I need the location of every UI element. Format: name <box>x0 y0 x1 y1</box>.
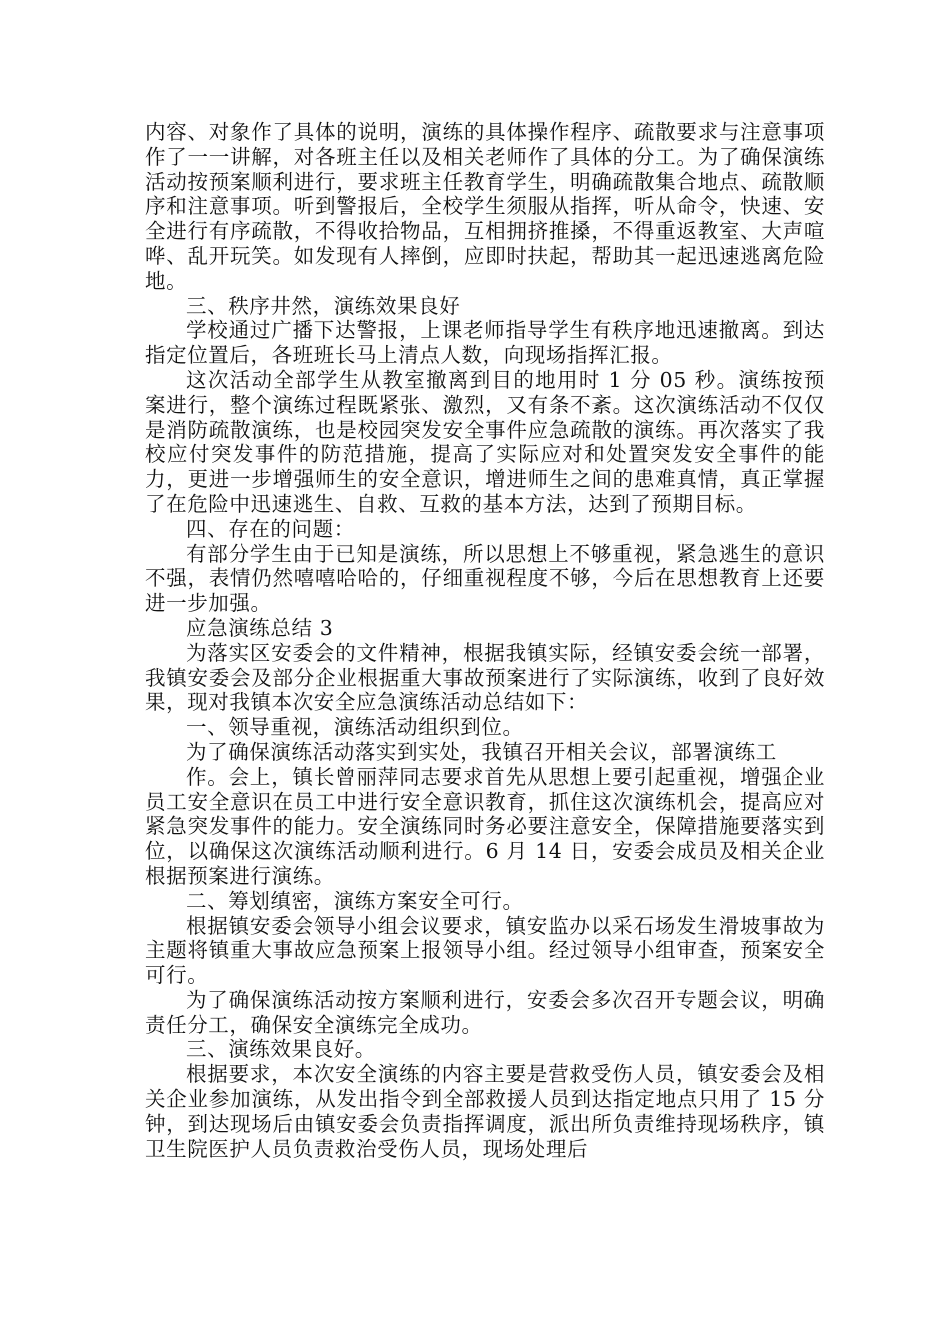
section-heading: 一、领导重视，演练活动组织到位。 <box>186 715 524 740</box>
paragraph: 为了确保演练活动按方案顺利进行，安委会多次召开专题会议，明确责任分工，确保安全演练完全成功。 <box>145 987 825 1037</box>
paragraph: 学校通过广播下达警报，上课老师指导学生有秩序地迅速撤离。到达指定位置后，各班班长马上清点人数，向现场指挥汇报。 <box>145 318 825 368</box>
document-page <box>145 120 825 1161</box>
paragraph: 为落实区安委会的文件精神，根据我镇实际，经镇安委会统一部署，我镇安委会及部分企业根据重大事故预案进行了实际演练，收到了良好效果，现对我镇本次安全应急演练活动总结如下： <box>145 640 825 715</box>
paragraph: 为了确保演练活动落实到实处，我镇召开相关会议，部署演练工 <box>186 739 777 764</box>
paragraph: 这次活动全部学生从教室撤离到目的地用时 1 分 05 秒。演练按预案进行，整个演练过程既紧张、激烈，又有条不紊。这次演练活动不仅仅是消防疏散演练，也是校园突发安全事件应急疏散的演练。再次落实了我校应付突发事件的防范措施，提高了实际应对和处置突发安全事件的能力，更进一步增强师生的安全意识，增进师生之间的患难真情，真正掌握了在危险中迅速逃生、自救、互救的基本方法，达到了预期目标。 <box>145 367 825 516</box>
section-heading: 二、筹划缜密，演练方案安全可行。 <box>186 888 524 913</box>
paragraph: 有部分学生由于已知是演练，所以思想上不够重视，紧急逃生的意识不强，表情仍然嘻嘻哈哈的，仔细重视程度不够，今后在思想教育上还要进一步加强。 <box>145 541 825 616</box>
section-heading: 三、演练效果良好。 <box>186 1037 376 1062</box>
section-heading: 四、存在的问题： <box>186 516 355 541</box>
paragraph: 根据镇安委会领导小组会议要求，镇安监办以采石场发生滑坡事故为主题将镇重大事故应急预案上报领导小组。经过领导小组审查，预案安全可行。 <box>145 913 825 988</box>
section-heading: 三、秩序井然，演练效果良好 <box>186 293 461 318</box>
paragraph: 内容、对象作了具体的说明，演练的具体操作程序、疏散要求与注意事项作了一一讲解，对各班主任以及相关老师作了具体的分工。为了确保演练活动按预案顺利进行，要求班主任教育学生，明确疏散集合地点、疏散顺序和注意事项。听到警报后，全校学生须服从指挥，听从命令，快速、安全进行有序疏散，不得收拾物品，互相拥挤推搡，不得重返教室、大声喧哗、乱开玩笑。如发现有人摔倒，应即时扶起，帮助其一起迅速逃离危险地。 <box>145 120 825 293</box>
paragraph: 作。会上，镇长曾丽萍同志要求首先从思想上要引起重视，增强企业员工安全意识在员工中进行安全意识教育，抓住这次演练机会，提高应对紧急突发事件的能力。安全演练同时务必要注意安全，保障措施要落实到位，以确保这次演练活动顺利进行。6 月 14 日，安委会成员及相关企业根据预案进行演练。 <box>145 764 825 888</box>
paragraph: 根据要求，本次安全演练的内容主要是营救受伤人员，镇安委会及相关企业参加演练，从发出指令到全部救援人员到达指定地点只用了 15 分钟，到达现场后由镇安委会负责指挥调度，派出所负责维持现场秩序，镇卫生院医护人员负责救治受伤人员，现场处理后 <box>145 1062 825 1161</box>
section-title: 应急演练总结 3 <box>186 615 334 640</box>
